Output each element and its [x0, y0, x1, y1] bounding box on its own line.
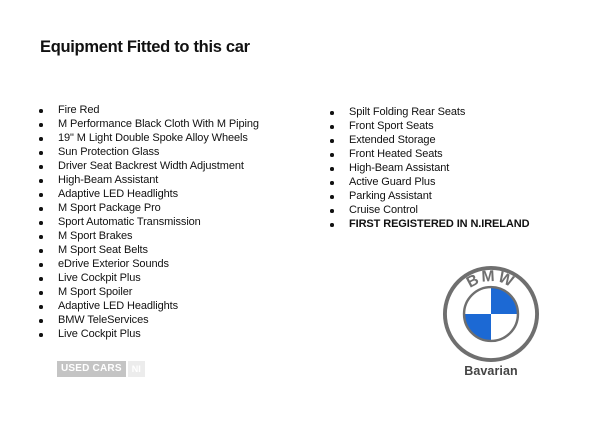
equipment-list-left — [38, 103, 259, 341]
list-item: Active Guard Plus — [329, 175, 529, 189]
list-item: Live Cockpit Plus — [38, 271, 259, 285]
list-item: BMW TeleServices — [38, 313, 259, 327]
list-item: High-Beam Assistant — [329, 161, 529, 175]
list-item: Spilt Folding Rear Seats — [329, 105, 529, 119]
list-item: eDrive Exterior Sounds — [38, 257, 259, 271]
list-item: M Sport Spoiler — [38, 285, 259, 299]
list-item: Adaptive LED Headlights — [38, 299, 259, 313]
bmw-letters: BMW — [463, 267, 518, 292]
list-item: Extended Storage — [329, 133, 529, 147]
list-item: Parking Assistant — [329, 189, 529, 203]
used-cars-badge — [57, 361, 145, 377]
list-item: Driver Seat Backrest Width Adjustment — [38, 159, 259, 173]
equipment-list-right — [329, 105, 529, 231]
logo-caption: Bavarian — [464, 364, 518, 378]
list-item: Front Heated Seats — [329, 147, 529, 161]
bmw-roundel-icon — [442, 265, 540, 363]
list-item: Fire Red — [38, 103, 259, 117]
bmw-logo — [442, 265, 540, 383]
list-item: Front Sport Seats — [329, 119, 529, 133]
list-item: Sport Automatic Transmission — [38, 215, 259, 229]
ni-label: NI — [128, 361, 145, 377]
list-item: Adaptive LED Headlights — [38, 187, 259, 201]
list-item: M Sport Seat Belts — [38, 243, 259, 257]
list-item: High-Beam Assistant — [38, 173, 259, 187]
page-title: Equipment Fitted to this car — [40, 38, 250, 56]
list-item: M Sport Package Pro — [38, 201, 259, 215]
used-cars-label: USED CARS — [57, 361, 126, 377]
list-item-registration-note: FIRST REGISTERED IN N.IRELAND — [329, 217, 529, 231]
list-item: M Sport Brakes — [38, 229, 259, 243]
list-item: Sun Protection Glass — [38, 145, 259, 159]
list-item: M Performance Black Cloth With M Piping — [38, 117, 259, 131]
list-item: Cruise Control — [329, 203, 529, 217]
list-item: Live Cockpit Plus — [38, 327, 259, 341]
list-item: 19" M Light Double Spoke Alloy Wheels — [38, 131, 259, 145]
